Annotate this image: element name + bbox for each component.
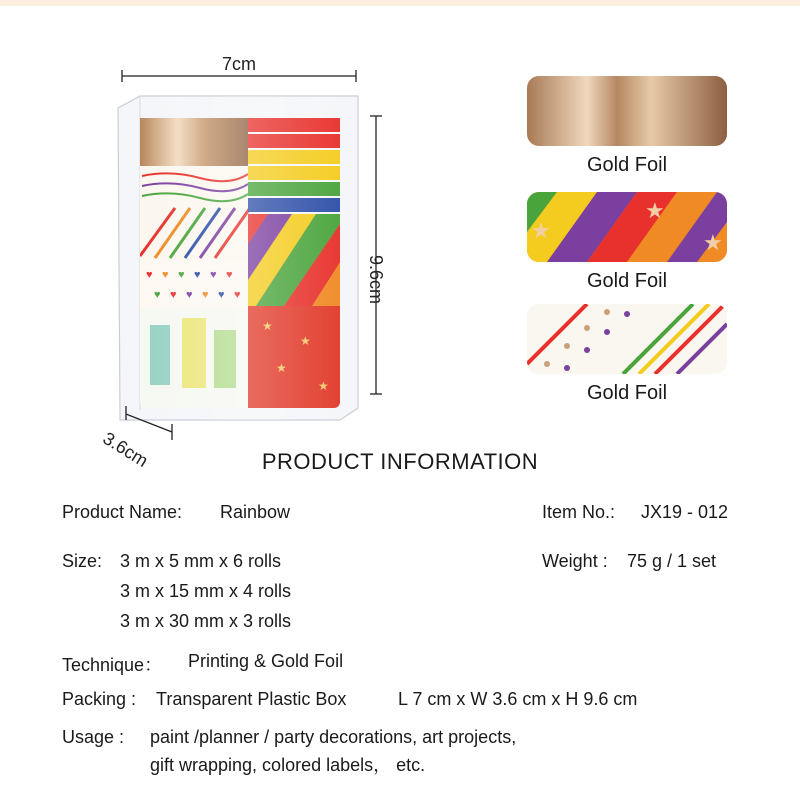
swatch-rainbow-foil (527, 192, 727, 262)
swatch-gold-foil (527, 76, 727, 146)
usage-line: paint /planner / party decorations, art projects, (150, 727, 517, 747)
svg-text:★: ★ (703, 230, 723, 255)
section-title: PRODUCT INFORMATION (261, 449, 539, 474)
swatch-dots-stripes-foil (527, 304, 727, 374)
svg-text:★: ★ (531, 218, 551, 243)
depth-dimension-label: 3.6cm (99, 428, 152, 471)
swatch-label: Gold Foil (586, 154, 668, 176)
weight-value: 75 g / 1 set (627, 551, 717, 571)
technique-label: Technique： (62, 655, 163, 675)
packing-value: Transparent Plastic Box (156, 689, 347, 709)
product-name-value: Rainbow (220, 502, 291, 522)
usage-label: Usage : (62, 727, 125, 747)
svg-text:★: ★ (645, 198, 665, 223)
swatch-label: Gold Foil (586, 382, 668, 404)
size-line: 3 m x 30 mm x 3 rolls (120, 611, 292, 631)
size-label: Size: (62, 551, 103, 571)
width-dimension-label: 7cm (222, 54, 257, 74)
size-line: 3 m x 5 mm x 6 rolls (120, 551, 282, 571)
item-no-label: Item No.: (542, 502, 616, 522)
weight-label: Weight : (542, 551, 608, 571)
technique-value: Printing & Gold Foil (188, 651, 344, 671)
swatch-label: Gold Foil (586, 270, 668, 292)
item-no-value: JX19 - 012 (641, 502, 729, 522)
height-dimension-label: 9.6cm (366, 255, 386, 305)
packing-label: Packing : (62, 689, 137, 709)
usage-line: gift wrapping, colored labels， etc. (150, 755, 426, 775)
product-name-label: Product Name: (62, 502, 183, 522)
size-line: 3 m x 15 mm x 4 rolls (120, 581, 292, 601)
packing-dimensions: L 7 cm x W 3.6 cm x H 9.6 cm (398, 689, 638, 709)
